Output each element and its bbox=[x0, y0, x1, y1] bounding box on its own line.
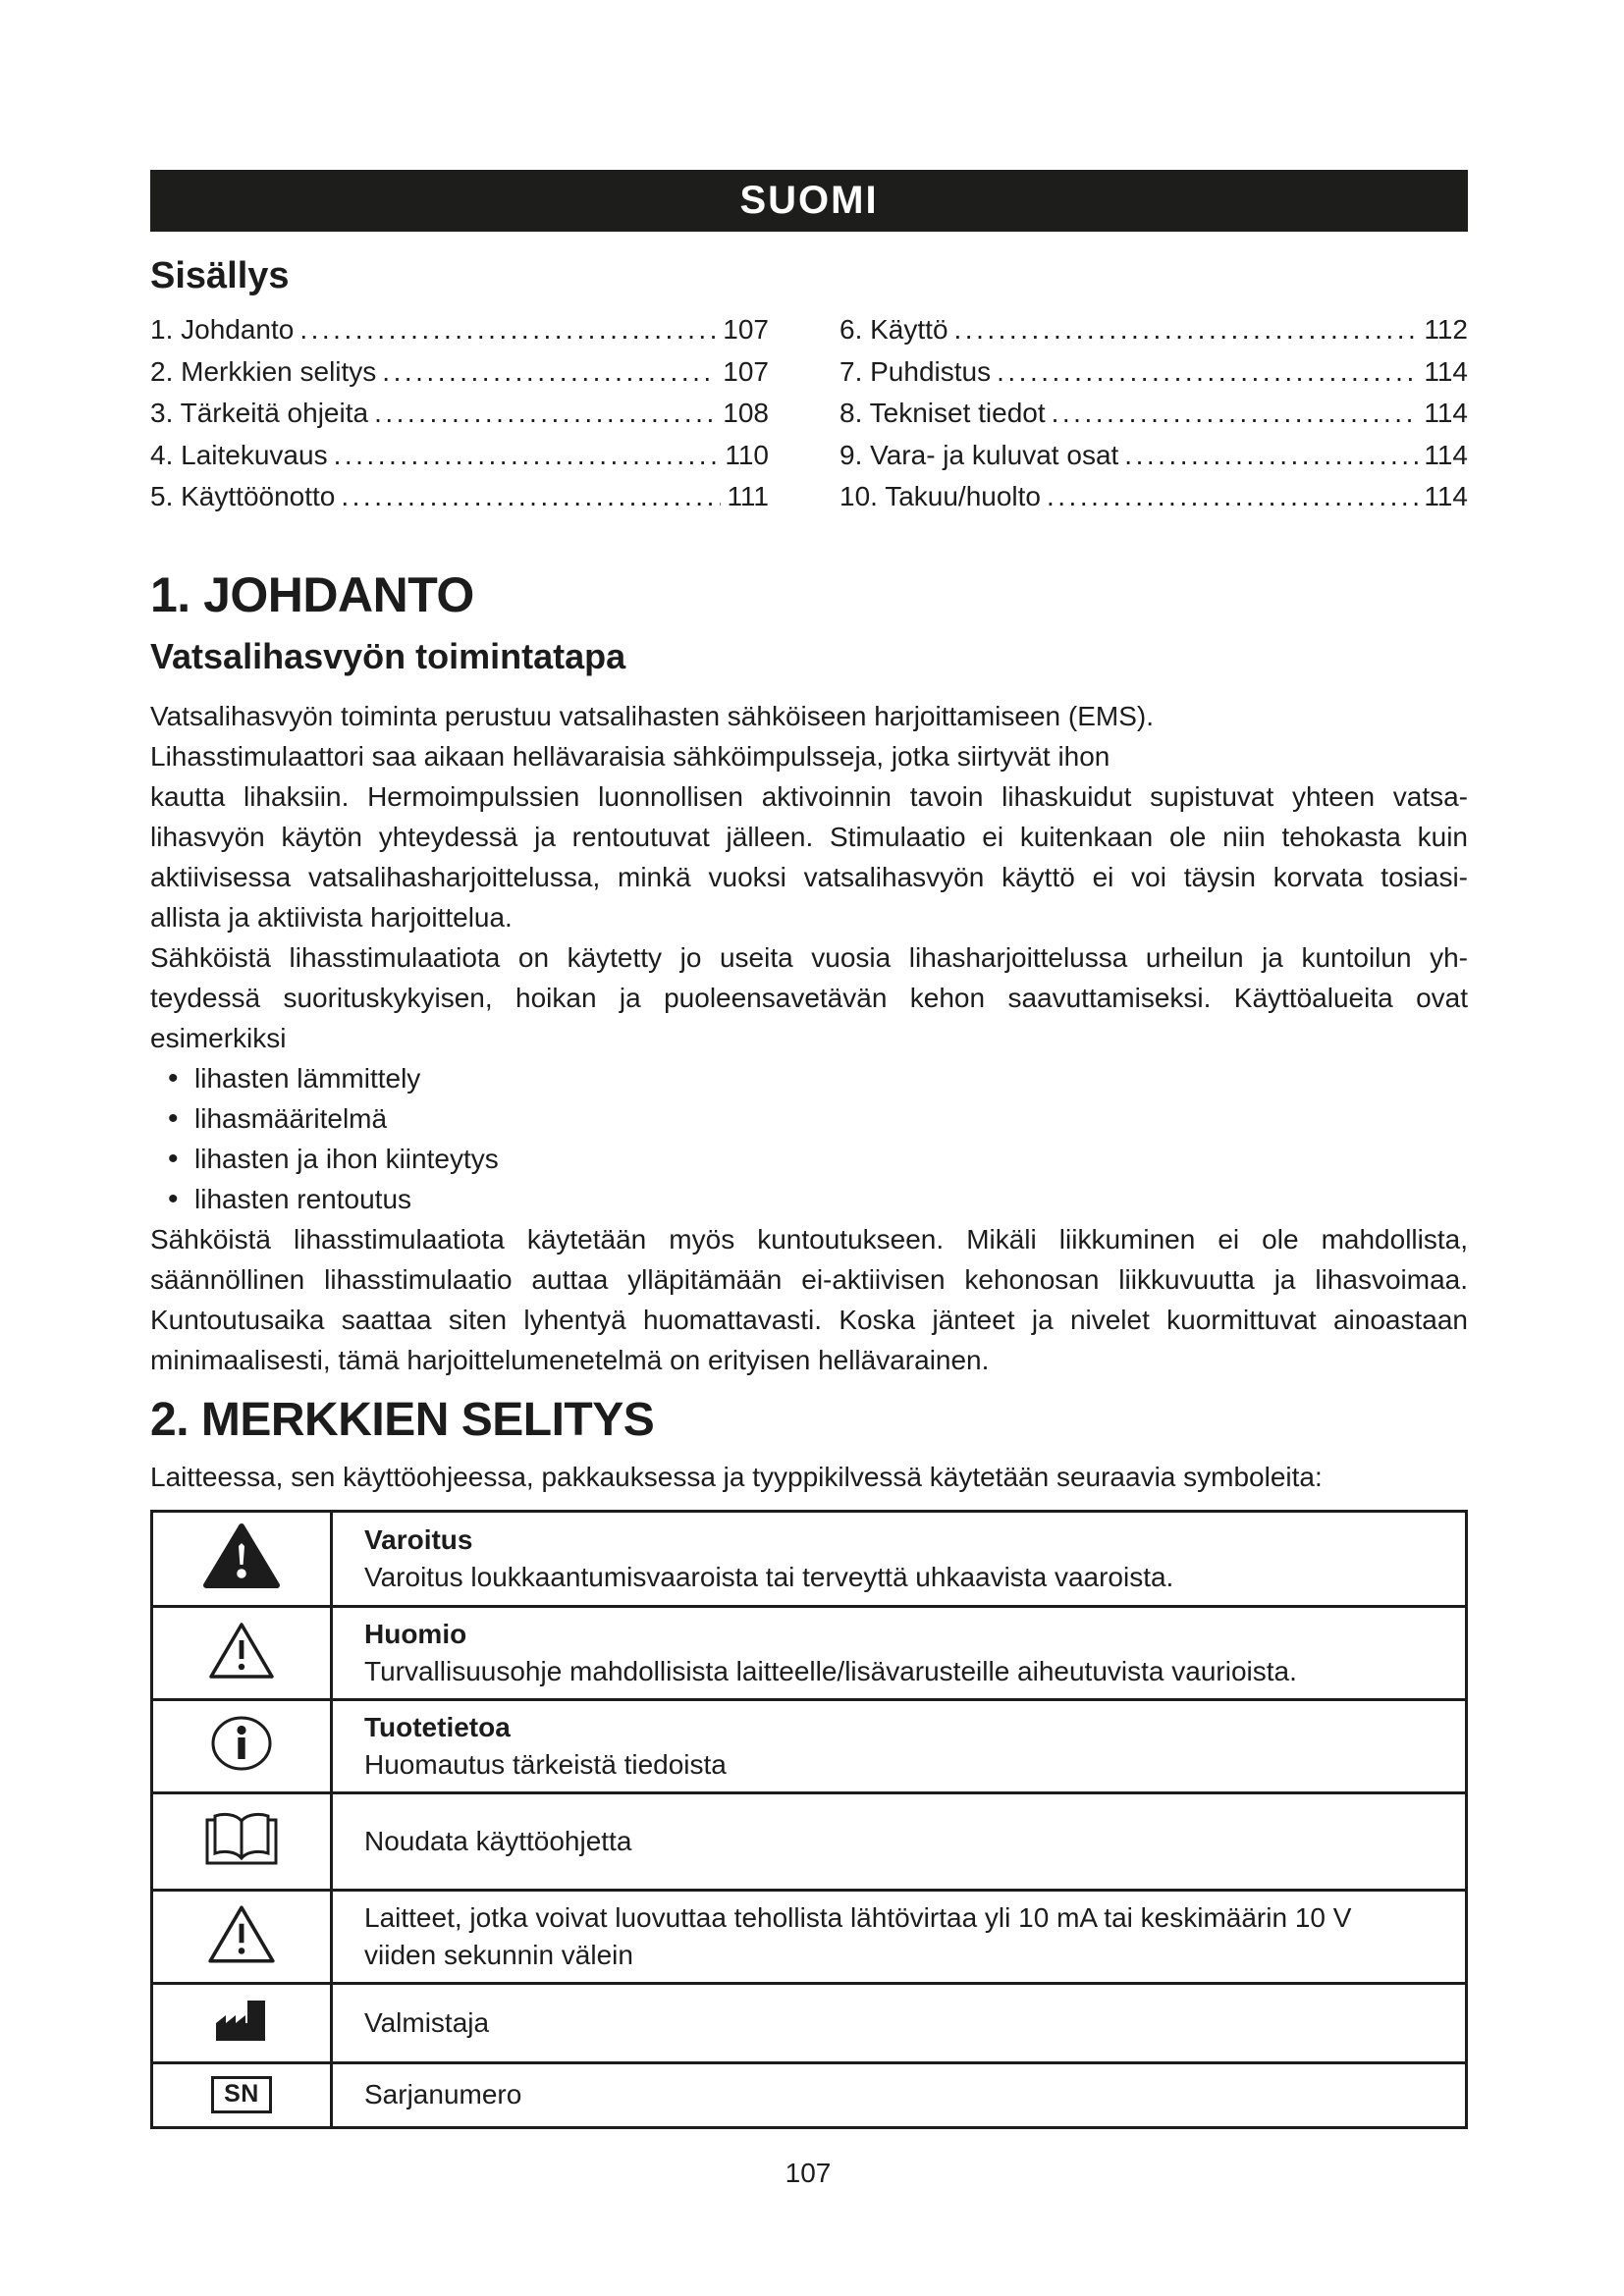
bullet-item: • lihasmääritelmä bbox=[150, 1098, 1468, 1139]
toc-entry bbox=[150, 481, 769, 523]
bullet-item: • lihasten rentoutus bbox=[150, 1179, 1468, 1219]
body-line: Sähköistä lihasstimulaatiota on käytetty jo useita vuosia lihasharjoittelussa urheilun ja kuntoilun yh- bbox=[150, 941, 1468, 973]
table-row bbox=[152, 2062, 1467, 2127]
symbol-title: Tuotetietoa bbox=[364, 1711, 511, 1742]
body-line: teydessä suorituskykyisen, hoikan ja puoleensavetävän kehon saavuttamiseksi. Käyttöalueita ovat bbox=[150, 982, 1468, 1013]
toc-entry-label: 9. Vara- ja kuluvat osat bbox=[839, 439, 1119, 470]
toc-entry-label: 6. Käyttö bbox=[839, 314, 948, 345]
toc-entry-page: 110 bbox=[725, 439, 769, 470]
bullet-item: • lihasten ja ihon kiinteytys bbox=[150, 1139, 1468, 1179]
body-line: aktiivisessa vatsalihasharjoittelussa, minkä vuoksi vatsalihasvyön käyttö ei voi täysin korvata tosiasi- bbox=[150, 861, 1468, 892]
symbol-text: Turvallisuusohje mahdollisista laitteelle/lisävarusteille aiheutuvista vaurioista. bbox=[364, 1655, 1297, 1686]
toc-entry bbox=[839, 314, 1468, 356]
symbol-cell bbox=[152, 1511, 332, 1606]
symbol-cell bbox=[152, 1983, 332, 2062]
toc-entry-label: 5. Käyttöönotto bbox=[150, 481, 336, 511]
symbol-description-cell bbox=[332, 1890, 1467, 1983]
toc-entry-page: 114 bbox=[1424, 439, 1468, 470]
symbols-intro-text: Laitteessa, sen käyttöohjeessa, pakkauksessa ja tyyppikilvessä käytetään seuraavia symboleita: bbox=[150, 1461, 1323, 1492]
toc-entry-label: 2. Merkkien selitys bbox=[150, 355, 377, 387]
symbol-cell bbox=[152, 1890, 332, 1983]
toc-entry-label: 10. Takuu/huolto bbox=[839, 481, 1041, 511]
open-book-icon bbox=[199, 1808, 284, 1869]
toc-dot-leader bbox=[382, 356, 717, 388]
manufacturer-icon bbox=[213, 1997, 270, 2044]
table-row bbox=[152, 1699, 1467, 1792]
toc-entry bbox=[150, 356, 769, 399]
body-line: Lihasstimulaattori saa aikaan hellävaraisia sähköimpulsseja, jotka siirtyvät ihon bbox=[150, 740, 1110, 772]
symbols-table bbox=[150, 1510, 1468, 2129]
caution-triangle-icon bbox=[206, 1619, 277, 1682]
toc-entry bbox=[839, 398, 1468, 440]
toc-entry bbox=[150, 314, 769, 356]
toc-entry-page: 108 bbox=[723, 398, 769, 428]
language-banner-label: SUOMI bbox=[739, 179, 879, 222]
symbol-text: Laitteet, jotka voivat luovuttaa tehollista lähtövirtaa yli 10 mA tai keskimäärin 10 V bbox=[364, 1901, 1352, 1933]
symbol-text: Huomautus tärkeistä tiedoista bbox=[364, 1748, 727, 1780]
toc-entry bbox=[150, 398, 769, 440]
symbol-cell bbox=[152, 2062, 332, 2127]
toc-dot-leader bbox=[997, 356, 1418, 388]
symbol-cell bbox=[152, 1606, 332, 1699]
symbol-cell bbox=[152, 1792, 332, 1890]
toc-dot-leader bbox=[954, 314, 1419, 346]
table-row bbox=[152, 1606, 1467, 1699]
symbol-text: Valmistaja bbox=[364, 2006, 490, 2038]
toc-dot-leader bbox=[1052, 398, 1419, 429]
toc-entry-label: 1. Johdanto bbox=[150, 314, 295, 345]
warning-triangle-filled-icon bbox=[202, 1522, 281, 1589]
symbol-description-cell bbox=[332, 1511, 1467, 1606]
body-line: esimerkiksi bbox=[150, 1022, 287, 1053]
toc-title: Sisällys bbox=[150, 255, 290, 296]
toc-entry bbox=[150, 440, 769, 482]
table-of-contents bbox=[150, 314, 1468, 523]
toc-entry-page: 111 bbox=[727, 481, 769, 511]
toc-dot-leader bbox=[299, 314, 717, 346]
toc-entry bbox=[839, 356, 1468, 399]
toc-dot-leader bbox=[1047, 481, 1418, 512]
bullet-item: • lihasten lämmittely bbox=[150, 1058, 1468, 1098]
body-line: kautta lihaksiin. Hermoimpulssien luonnollisen aktivoinnin tavoin lihaskuidut supistuvat yhteen vatsa- bbox=[150, 780, 1468, 812]
toc-entry-label: 7. Puhdistus bbox=[839, 355, 992, 387]
toc-dot-leader bbox=[374, 398, 717, 429]
page-number: 107 bbox=[785, 2158, 832, 2188]
toc-entry-label: 4. Laitekuvaus bbox=[150, 439, 328, 470]
symbol-title: Varoitus bbox=[364, 1523, 473, 1555]
toc-entry-page: 107 bbox=[723, 355, 769, 387]
toc-entry-page: 114 bbox=[1424, 355, 1468, 387]
symbol-title: Huomio bbox=[364, 1618, 467, 1649]
body-line: säännöllinen lihasstimulaatio auttaa ylläpitämään ei-aktiivisen kehonosan liikkuvuutta ja lihasvoimaa. bbox=[150, 1263, 1468, 1295]
symbol-description-cell bbox=[332, 1983, 1467, 2062]
section-heading-merkkien-selitys: 2. MERKKIEN SELITYS bbox=[150, 1393, 655, 1446]
body-line: Vatsalihasvyön toiminta perustuu vatsalihasten sähköiseen harjoittamiseen (EMS). bbox=[150, 700, 1154, 731]
toc-dot-leader bbox=[334, 440, 720, 471]
toc-entry-label: 8. Tekniset tiedot bbox=[839, 398, 1046, 428]
symbol-description-cell bbox=[332, 2062, 1467, 2127]
intro-body-text bbox=[150, 696, 1468, 1380]
symbol-text: viiden sekunnin välein bbox=[364, 1939, 633, 1970]
table-row bbox=[152, 1792, 1467, 1890]
language-banner bbox=[150, 170, 1468, 232]
symbol-text: Sarjanumero bbox=[364, 2079, 522, 2109]
toc-entry-label: 3. Tärkeitä ohjeita bbox=[150, 398, 369, 428]
symbol-cell bbox=[152, 1699, 332, 1792]
toc-entry-page: 112 bbox=[1424, 314, 1468, 345]
toc-entry bbox=[839, 481, 1468, 523]
toc-dot-leader bbox=[341, 481, 721, 512]
toc-entry-page: 114 bbox=[1424, 481, 1468, 511]
toc-dot-leader bbox=[1124, 440, 1418, 471]
toc-column-right bbox=[839, 314, 1468, 523]
table-row bbox=[152, 1983, 1467, 2062]
table-row bbox=[152, 1511, 1467, 1606]
info-circle-icon bbox=[209, 1715, 274, 1772]
toc-entry-page: 114 bbox=[1424, 398, 1468, 428]
symbol-description-cell bbox=[332, 1699, 1467, 1792]
toc-column-left bbox=[150, 314, 769, 523]
body-line: allista ja aktiivista harjoittelua. bbox=[150, 901, 513, 933]
symbol-description-cell bbox=[332, 1792, 1467, 1890]
toc-entry bbox=[839, 440, 1468, 482]
symbol-text: Varoitus loukkaantumisvaaroista tai terveyttä uhkaavista vaaroista. bbox=[364, 1561, 1174, 1592]
section-heading-johdanto: 1. JOHDANTO bbox=[150, 566, 474, 622]
table-row bbox=[152, 1890, 1467, 1983]
symbol-text: Noudata käyttöohjetta bbox=[364, 1825, 632, 1856]
page-content bbox=[150, 257, 1468, 2129]
body-line: Sähköistä lihasstimulaatiota käytetään myös kuntoutukseen. Mikäli liikkuminen ei ole mahdollista, bbox=[150, 1223, 1468, 1255]
caution-triangle-icon bbox=[205, 1901, 278, 1966]
body-line: minimaalisesti, tämä harjoittelumenetelmä on erityisen hellävarainen. bbox=[150, 1344, 990, 1375]
toc-entry-page: 107 bbox=[723, 314, 769, 345]
symbol-description-cell bbox=[332, 1606, 1467, 1699]
body-line: lihasvyön käytön yhteydessä ja rentoutuvat jälleen. Stimulaatio ei kuitenkaan ole niin tehokasta kuin bbox=[150, 821, 1468, 852]
subsection-heading-toimintatapa: Vatsalihasvyön toimintatapa bbox=[150, 635, 626, 676]
serial-number-icon: SN bbox=[211, 2076, 272, 2113]
body-line: Kuntoutusaika saattaa siten lyhentyä huomattavasti. Koska jänteet ja nivelet kuormittuvat ainoastaan bbox=[150, 1304, 1468, 1335]
